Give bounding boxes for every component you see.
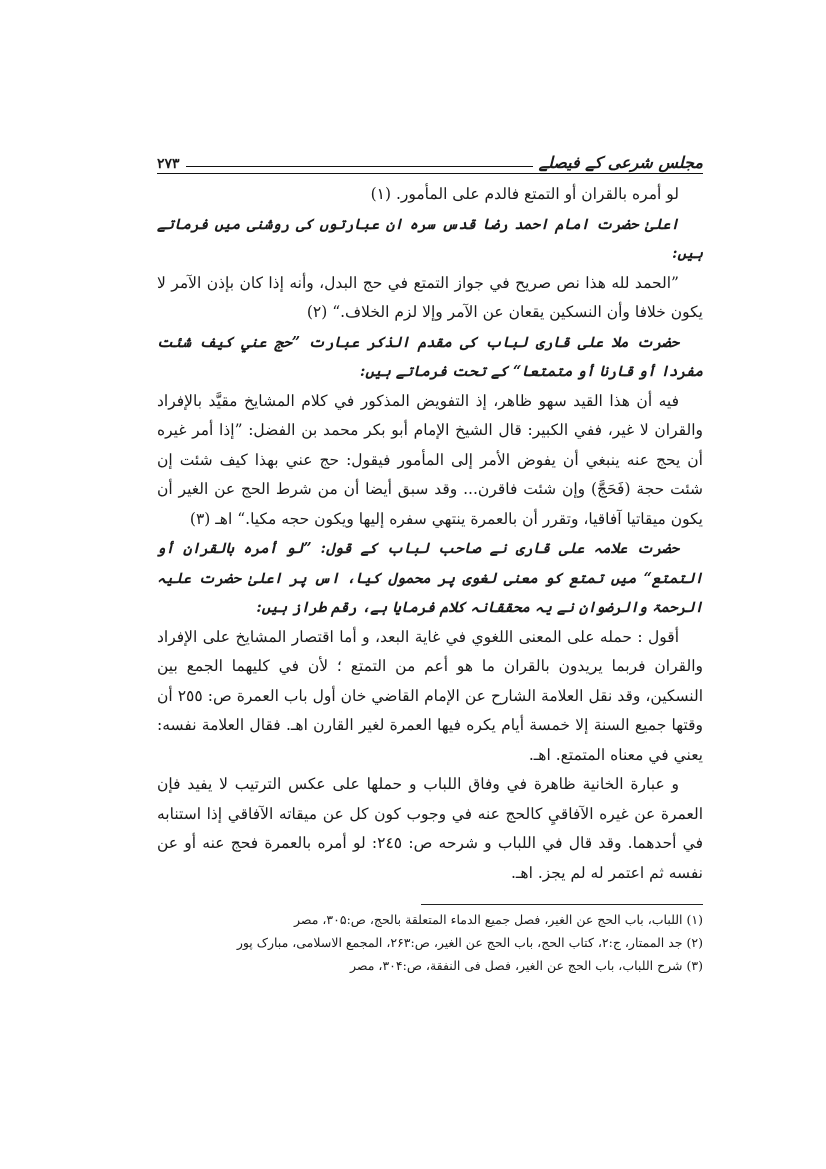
urdu-intro-3: حضرت علامہ علی قاری نے صاحب لباب کے قول: ”لو أمره بالقران أو التمتع“ میں تمتع کو معنی لغوی پر محمول کیا، اس پر اعلیٰ حضرت علیہ الرحمۃ والرضوان نے یہ محققانہ کلام فرمایا ہے، رقم طراز ہیں: — [157, 540, 703, 616]
urdu-intro-1: اعلیٰ حضرت امام احمد رضا قدس سرہ ان عبارتوں کی روشنی میں فرماتے ہیں: — [157, 215, 703, 262]
footnote-1: (۱) اللباب، باب الحج عن الغير، فصل جميع الدماء المتعلقة بالحج، ص:۳۰۵، مصر — [293, 912, 703, 927]
footnote-2: (۲) جد الممتار، ج:۲، کتاب الحج، باب الحج عن الغیر، ص:۲۶۳، المجمع الاسلامی، مبارک پور — [236, 935, 703, 950]
header-rule — [186, 166, 533, 167]
arabic-quote-5: و عبارة الخانية ظاهرة في وفاق اللباب و حملها على عكس الترتيب لا يفيد فإن العمرة عن غيره الآفاقيِ كالحج عنه في وجوب كون كل عن ميقاته الآفاقي إذا استنابه في أحدهما. وقد قال في اللباب و شرحه ص: ٢٤٥: لو أمره بالعمرة فحج عنه أو عن نفسه ثم اعتمر له لم يجز. اهـ. — [157, 775, 704, 882]
book-title: مجلس شرعی کے فیصلے — [538, 153, 703, 172]
arabic-quote-4: أقول : حمله على المعنى اللغوي في غاية البعد، و أما اقتصار المشايخ على الإفراد والقران فربما يريدون بالقران ما هو أعم من التمتع ؛ لأن في كليهما الجمع بين النسكين، وقد نقل العلامة الشارح عن الإمام القاضي خان أول باب العمرة ص: ٢٥٥ أن وقتها جميع السنة إلا خمسة أيام يكره فيها العمرة لغير القارن اهـ. فقال العلامة نفسه: يعني في معناه المتمتع. اهـ. — [157, 627, 703, 764]
arabic-quote-3: فيه أن هذا القيد سهو ظاهر، إذ التفويض المذكور في كلام المشايخ مقيَّد بالإفراد والقران لا غير، ففي الكبير: قال الشيخ الإمام أبو بكر محمد بن الفضل: ”إذا أمر غيره أن يحج عنه ينبغي أن يفوض الأمر إلى المأمور فيقول: حج عني بهذا كيف شئت إن شئت حجة (فَحَجَّ) وإن شئت فاقرن... وقد سبق أيضا أن من شرط الحج عن الغير أن يكون ميقاتيا آفاقيا، وتقرر أن بالعمرة ينتهي سفره إليها ويكون حجه مكيا.“ اهـ (۳) — [157, 391, 703, 528]
urdu-intro-2: حضرت ملا علی قاری لباب کی مقدم الذکر عبارت ”حج عني كيف شئت مفردا أو قارنا أو متمتعا“ کے تحت فرماتے ہیں: — [157, 333, 703, 380]
page — [157, 148, 703, 888]
arabic-quote-2: ”الحمد لله هذا نص صريح في جواز التمتع في حج البدل، وأنه إذا كان بإذن الآمر لا يكون خلافا وأن النسكين يقعان عن الآمر وإلا لزم الخلاف.“ (۲) — [157, 273, 703, 321]
footnote-3: (۳) شرح اللباب، باب الحج عن الغیر، فصل فی النفقة، ص:۳۰۴، مصر — [350, 958, 703, 973]
page-number: ۲۷۳ — [157, 156, 180, 172]
footnotes — [170, 908, 703, 977]
page-body — [157, 180, 703, 888]
footnote-separator — [421, 904, 703, 905]
arabic-quote-1: لو أمره بالقران أو التمتع فالدم على المأمور. (۱) — [370, 185, 679, 203]
running-header — [157, 148, 703, 174]
